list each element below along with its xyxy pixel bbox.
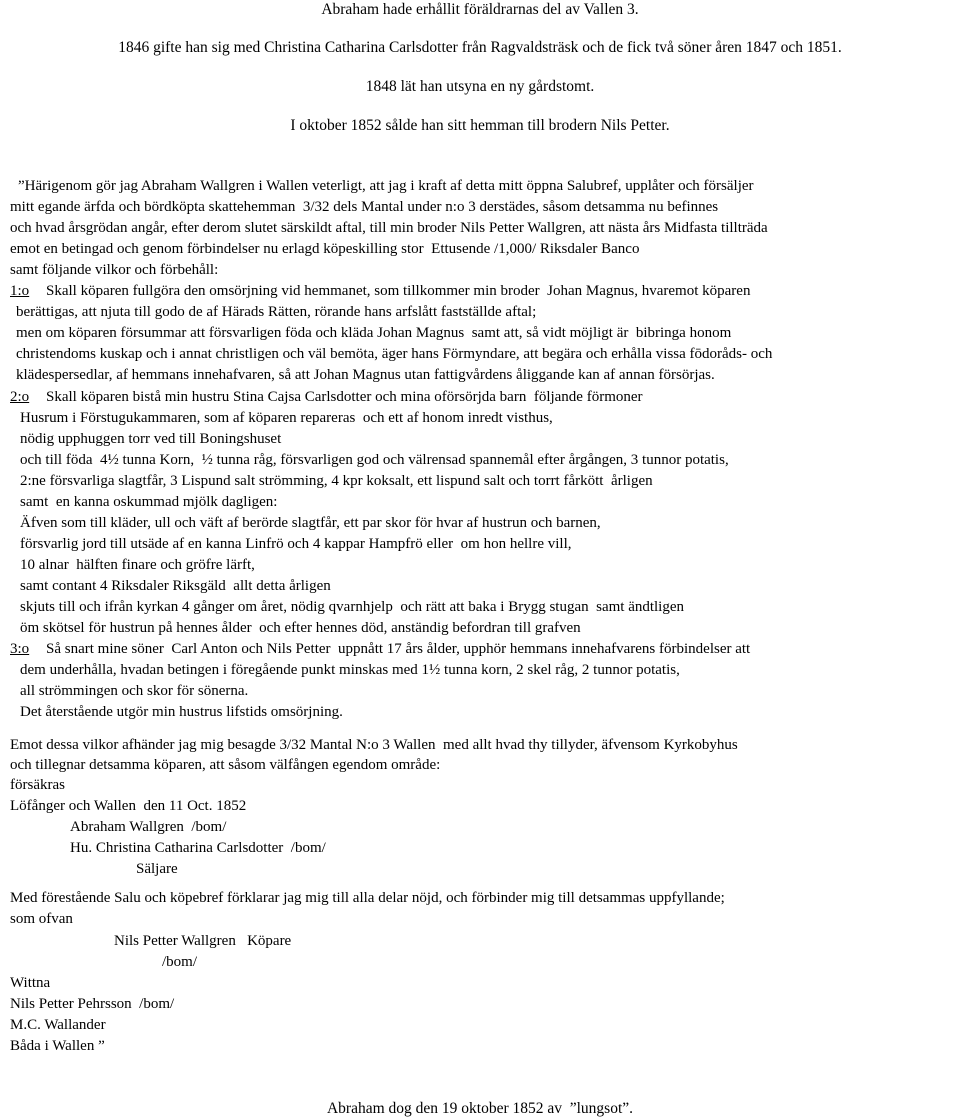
closing-line: Emot dessa vilkor afhänder jag mig besagde 3/32 Mantal N:o 3 Wallen med allt hvad thy tillyder, äfvensom Kyrkobyhus xyxy=(10,737,738,753)
seller-signature: Hu. Christina Catharina Carlsdotter /bom/ xyxy=(70,840,326,856)
clause-line: Så snart mine söner Carl Anton och Nils Petter uppnått 17 års ålder, upphör hemmans innehafvarens förbindelser att xyxy=(46,641,751,657)
closing-line: försäkras xyxy=(10,777,65,793)
clause-line: christendoms kuskap och i annat christligen och väl bemöta, äger hans Förmyndare, att begära och erhålla vissa fōdoråds- och xyxy=(16,346,773,362)
clause-line: Skall köparen fullgöra den omsörjning vid hemmanet, som tillkommer min broder Johan Magnus, hvaremot köparen xyxy=(46,283,751,299)
intro-line: I oktober 1852 sålde han sitt hemman till brodern Nils Petter. xyxy=(290,117,670,134)
clause-number: 3:o xyxy=(10,641,30,657)
clause-line: försvarlig jord till utsäde af en kanna Linfrö och 4 kappar Hampfrö eller om hon hellre vill, xyxy=(20,536,572,552)
clause-line: öm skötsel för hustrun på hennes ålder och efter hennes död, anständig befordran till grafven xyxy=(20,620,581,636)
clause-line: 2:ne försvarliga slagtfår, 3 Lispund salt strömming, 4 kpr koksalt, ett lispund salt och torrt fårkött årligen xyxy=(20,473,653,489)
clause-line: klädespersedlar, af hemmans innehafvaren, så att Johan Magnus utan fattigvårdens åliggande kan af annan försörjas. xyxy=(16,367,715,383)
intro-line: 1848 lät han utsyna en ny gårdstomt. xyxy=(365,78,595,95)
buyer-line: som ofvan xyxy=(10,911,73,927)
footer-note: Abraham dog den 19 oktober 1852 av ”lungsot”. xyxy=(326,1100,634,1117)
buyer-mark: /bom/ xyxy=(162,954,198,970)
clause-number: 1:o xyxy=(10,283,30,299)
closing-line: Löfånger och Wallen den 11 Oct. 1852 xyxy=(10,798,247,814)
contract-line: samt följande vilkor och förbehåll: xyxy=(10,262,219,278)
buyer-signature: Nils Petter Wallgren Köpare xyxy=(114,933,292,949)
witness-residence: Båda i Wallen ” xyxy=(10,1038,105,1054)
clause-line: all strömmingen och skor för sönerna. xyxy=(20,683,249,699)
clause-line: Det återstående utgör min hustrus lifstids omsörjning. xyxy=(20,704,343,720)
clause-line: samt en kanna oskummad mjölk dagligen: xyxy=(20,494,278,510)
intro-line: 1846 gifte han sig med Christina Catharina Carlsdotter från Ragvaldsträsk och de fick två söner åren 1847 och 1851. xyxy=(118,39,842,56)
buyer-line: Med förestående Salu och köpebref förklarar jag mig till alla delar nöjd, och förbinder mig till detsammas uppfyllande; xyxy=(10,890,725,906)
clause-line: nödig upphuggen torr ved till Boningshuset xyxy=(20,431,282,447)
contract-line: emot en betingad och genom förbindelser nu erlagd köpeskilling stor Ettusende /1,000/ Riksdaler Banco xyxy=(10,241,640,257)
clause-line: Skall köparen bistå min hustru Stina Cajsa Carlsdotter och mina oförsörjda barn följande förmoner xyxy=(46,389,643,405)
clause-line: berättigas, att njuta till godo de af Härads Rätten, rörande hans arfslått fastställde aftal; xyxy=(16,304,537,320)
seller-role: Säljare xyxy=(136,861,178,877)
clause-line: 10 alnar hälften finare och gröfre lärft, xyxy=(20,557,255,573)
contract-line: och hvad årsgrödan angår, efter derom slutet särskildt aftal, till min broder Nils Petter Wallgren, att nästa års Midfasta tillträda xyxy=(10,220,768,236)
closing-line: och tillegnar detsamma köparen, att såsom välfången egendom område: xyxy=(10,757,441,773)
clause-line: Husrum i Förstugukammaren, som af köparen repareras och ett af honom inredt visthus, xyxy=(20,410,553,426)
witness-signature: Nils Petter Pehrsson /bom/ xyxy=(10,996,175,1012)
contract-line: mitt egande ärfda och bördköpta skattehemman 3/32 dels Mantal under n:o 3 derstädes, såsom detsamma nu befinnes xyxy=(10,199,719,215)
clause-line: samt contant 4 Riksdaler Riksgäld allt detta årligen xyxy=(20,578,331,594)
contract-line: ”Härigenom gör jag Abraham Wallgren i Wallen veterligt, att jag i kraft af detta mitt öppna Salubref, upplåter och försäljer xyxy=(18,178,754,194)
intro-line: Abraham hade erhållit föräldrarnas del av Vallen 3. xyxy=(321,1,639,18)
clause-line: skjuts till och ifrån kyrkan 4 gånger om året, nödig qvarnhjelp och rätt att baka i Brygg stugan samt ändtligen xyxy=(20,599,685,615)
clause-number: 2:o xyxy=(10,389,30,405)
seller-signature: Abraham Wallgren /bom/ xyxy=(70,819,227,835)
witness-heading: Wittna xyxy=(10,975,51,991)
clause-line: och till föda 4½ tunna Korn, ½ tunna råg, försvarligen god och välrensad spannemål efter årgången, 3 tunnor potatis, xyxy=(20,452,729,468)
witness-signature: M.C. Wallander xyxy=(10,1017,106,1033)
clause-line: dem underhålla, hvadan betingen i föregående punkt minskas med 1½ tunna korn, 2 skel råg, 2 tunnor potatis, xyxy=(20,662,680,678)
clause-line: Äfven som till kläder, ull och väft af berörde slagtfår, ett par skor för hvar af hustrun och barnen, xyxy=(20,515,601,531)
clause-line: men om köparen försummar att försvarligen föda och kläda Johan Magnus samt att, så vidt möjligt är bibringa honom xyxy=(16,325,732,341)
